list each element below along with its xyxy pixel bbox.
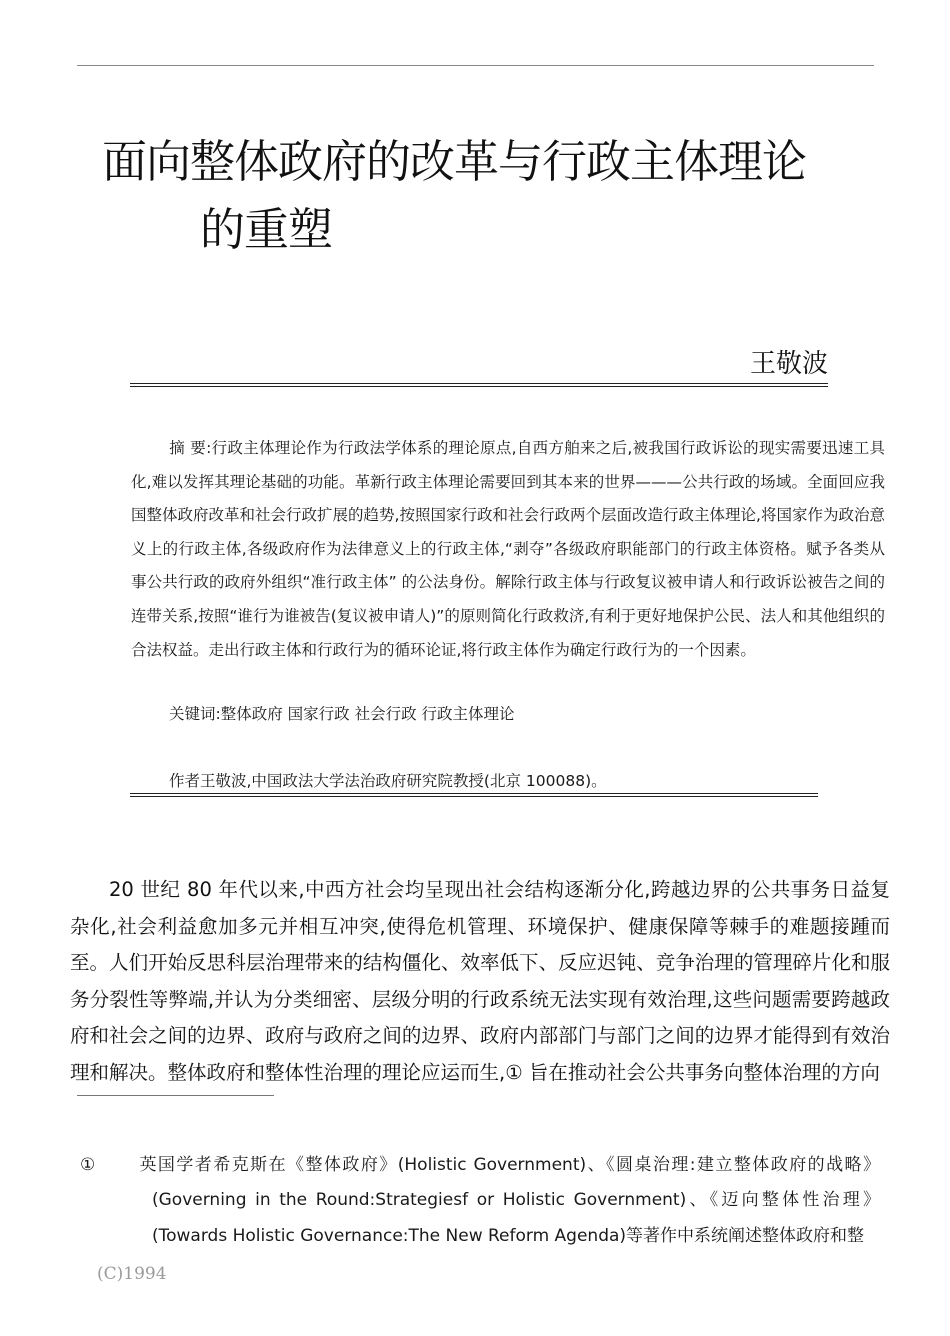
abstract-text: 行政主体理论作为行政法学体系的理论原点,自西方舶来之后,被我国行政诉讼的现实需要迅速工具化,难以发挥其理论基础的功能。革新行政主体理论需要回到其本来的世界———公共行政的场域。全面回应我国整体政府改革和社会行政扩展的趋势,按照国家行政和社会行政两个层面改造行政主体理论,将国家作为政治意义上的行政主体,各级政府作为法律意义上的行政主体,“剥夺”各级政府职能部门的行政主体资格。赋予各类从事公共行政的政府外组织“准行政主体” 的公法身份。解除行政主体与行政复议被申请人和行政诉讼被告之间的连带关系,按照“谁行为谁被告(复议被申请人)”的原则简化行政救济,有利于更好地保护公民、法人和其他组织的合法权益。走出行政主体和行政行为的循环论证,将行政主体作为确定行政行为的一个因素。 (131, 439, 886, 659)
article-title-line-1: 面向整体政府的改革与行政主体理论 (102, 135, 807, 188)
footnote-reference[interactable]: ① (505, 1060, 523, 1084)
abstract-block (131, 432, 885, 667)
author-note: 作者王敬波,中国政法大学法治政府研究院教授(北京 100088)。 (169, 772, 607, 790)
footnote-separator (77, 1095, 274, 1096)
abstract-bottom-rule (130, 793, 818, 797)
article-title-line-2: 的重塑 (200, 203, 333, 256)
body-text-continued: 旨在推动社会公共事务向整体治理的方向 (522, 1060, 880, 1084)
footnote-mark: ① (80, 1155, 96, 1175)
copyright-watermark: (C)1994 (97, 1264, 167, 1284)
abstract-top-rule (130, 383, 828, 387)
footnote-text: 英国学者希克斯在《整体政府》(Holistic Government)、《圆桌治理:建立整体政府的战略》(Governing in the Round:Strategiesf or Holistic Government)、《迈向整体性治理》(Towards Holistic Governance:The New Reform Agenda)等著作中系统阐述整体政府和整 (138, 1155, 880, 1246)
body-paragraph (70, 872, 890, 1092)
author-name: 王敬波 (749, 349, 828, 379)
header-rule (77, 65, 874, 66)
abstract-label: 摘 要: (169, 439, 212, 457)
body-text: 20 世纪 80 年代以来,中西方社会均呈现出社会结构逐渐分化,跨越边界的公共事务日益复杂化,社会利益愈加多元并相互冲突,使得危机管理、环境保护、健康保障等棘手的难题接踵而至。人们开始反思科层治理带来的结构僵化、效率低下、反应迟钝、竞争治理的管理碎片化和服务分裂性等弊端,并认为分类细密、层级分明的行政系统无法实现有效治理,这些问题需要跨越政府和社会之间的边界、政府与政府之间的边界、政府内部部门与部门之间的边界才能得到有效治理和解决。整体政府和整体性治理的理论应运而生, (70, 878, 890, 1084)
keywords: 关键词:整体政府 国家行政 社会行政 行政主体理论 (169, 705, 515, 723)
footnote (80, 1148, 880, 1254)
